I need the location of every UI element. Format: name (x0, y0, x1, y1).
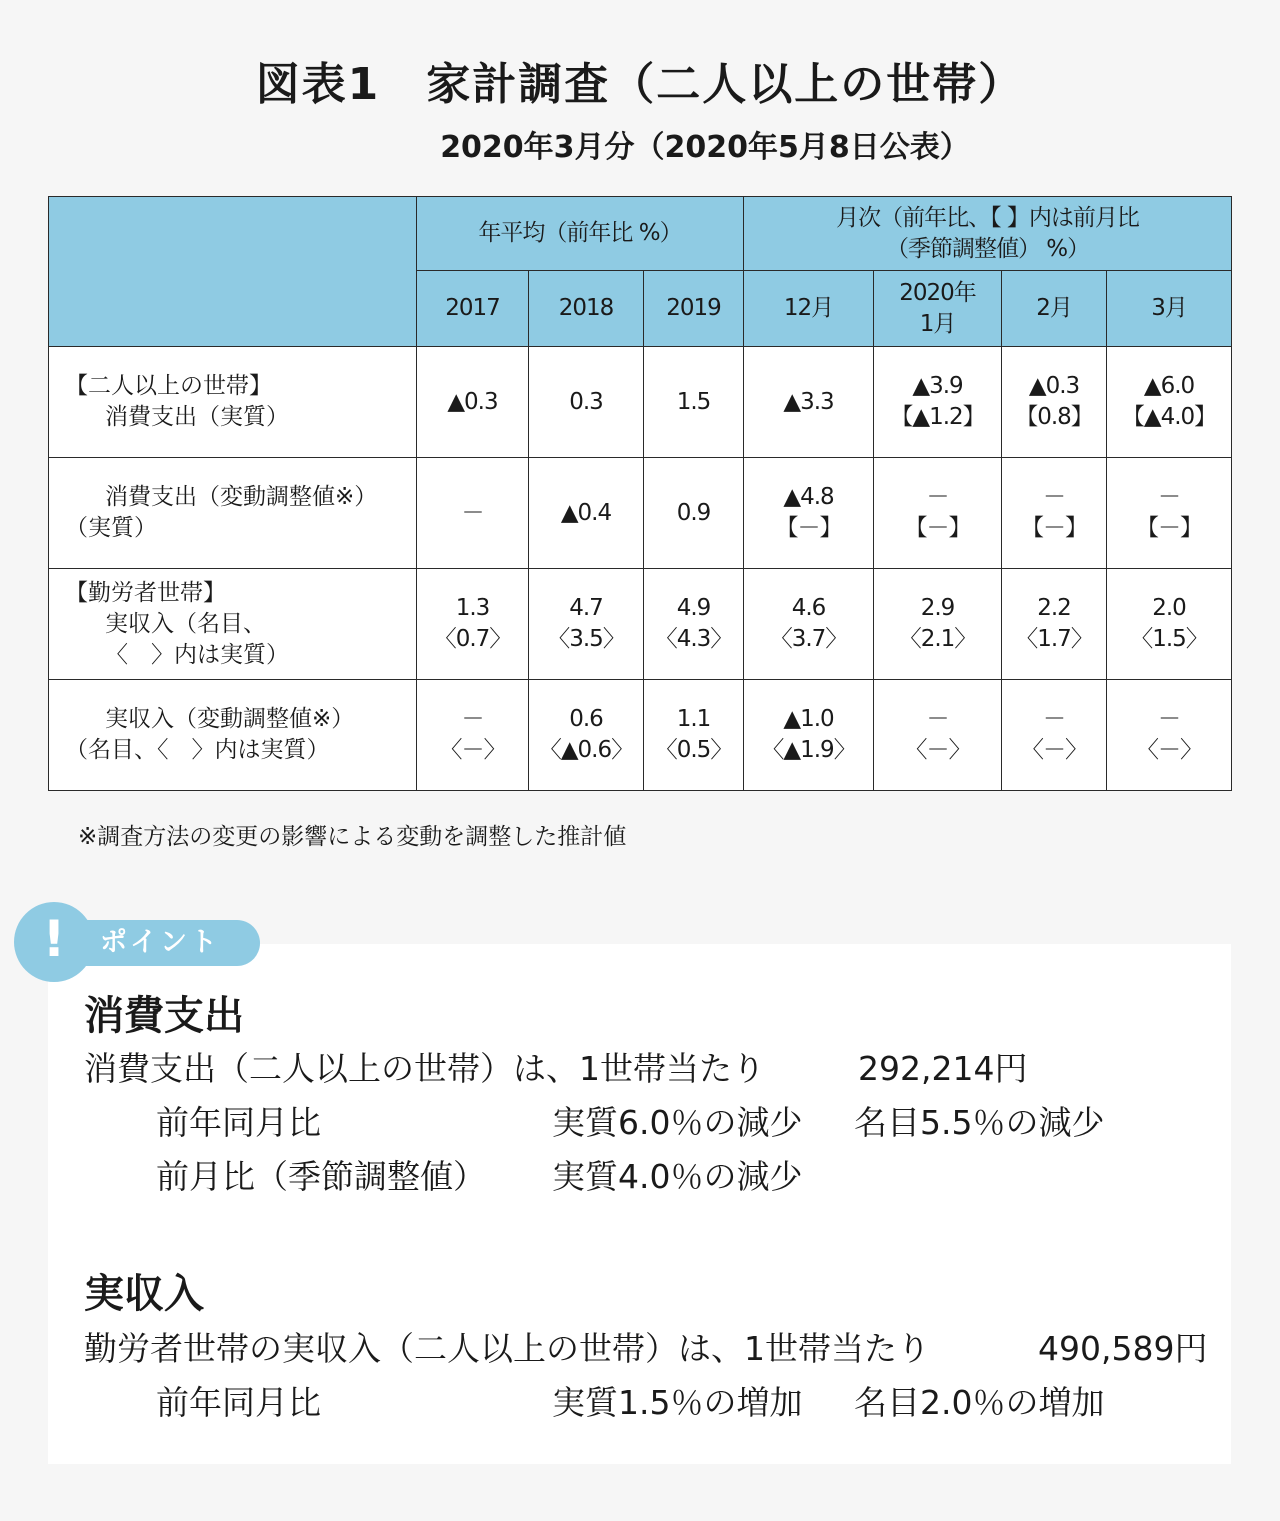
household-survey-table (48, 196, 1232, 791)
table-cell (1002, 569, 1107, 680)
table-cell (529, 569, 644, 680)
table-cell (1107, 458, 1232, 569)
table-cell (529, 680, 644, 791)
cell-subvalue: 【－】 (1136, 515, 1203, 541)
table-cell (1002, 680, 1107, 791)
cell-subvalue: 〈－〉 (904, 737, 971, 763)
header-col-2020-jan (874, 271, 1002, 347)
cell-value: － (461, 706, 484, 732)
header-col-2019: 2019 (644, 271, 744, 347)
cell-subvalue: 〈2.1〉 (898, 626, 977, 652)
table-cell (644, 569, 744, 680)
row-label (49, 347, 417, 458)
cell-subvalue: 〈－〉 (1136, 737, 1203, 763)
table-row (49, 680, 1232, 791)
table-header-row-groups (49, 197, 1232, 271)
cell-value: 4.6 (791, 595, 826, 621)
cell-value: 2.9 (920, 595, 955, 621)
cell-subvalue: 【－】 (904, 515, 971, 541)
header-col-dec: 12月 (744, 271, 874, 347)
cell-value: － (461, 499, 484, 526)
row-label-line2: 実収入（名目、 (105, 610, 266, 637)
table-cell (1107, 347, 1232, 458)
income-line2-nominal: 名目2.0％の増加 (854, 1383, 1105, 1422)
cell-subvalue: 〈0.5〉 (654, 737, 733, 763)
row-label (49, 569, 417, 680)
cell-value: － (1043, 706, 1066, 732)
header-monthly-group (744, 197, 1232, 271)
consumption-line2-nominal: 名目5.5％の減少 (854, 1103, 1105, 1142)
table-cell (417, 680, 529, 791)
cell-value: 0.9 (676, 499, 711, 526)
table-cell (417, 569, 529, 680)
table-cell (1002, 458, 1107, 569)
cell-subvalue: 【－】 (1021, 515, 1088, 541)
cell-value: 2.2 (1037, 595, 1071, 621)
cell-value: 4.7 (569, 595, 603, 621)
consumption-line2-real: 実質6.0％の減少 (552, 1103, 803, 1142)
cell-value: － (926, 706, 949, 732)
table-cell (874, 569, 1002, 680)
cell-value: － (1158, 706, 1181, 732)
cell-value: ▲0.3 (1028, 373, 1080, 399)
header-monthly-line1: 月次（前年比、【 】内は前月比 (836, 204, 1139, 231)
income-line2-label: 前年同月比 (156, 1383, 321, 1422)
table-cell (874, 458, 1002, 569)
table-cell (1107, 569, 1232, 680)
cell-value: ▲3.9 (912, 373, 963, 399)
cell-value: ▲0.4 (560, 499, 612, 526)
row-label-line1: 【二人以上の世帯】 (65, 373, 272, 399)
table-cell (529, 458, 644, 569)
table-row (49, 458, 1232, 569)
table-row (49, 347, 1232, 458)
exclamation-icon: ! (42, 910, 66, 968)
table-cell (417, 347, 529, 458)
cell-subvalue: 〈▲1.9〉 (761, 737, 856, 763)
cell-subvalue: 〈0.7〉 (433, 626, 512, 652)
cell-value: ▲6.0 (1143, 373, 1195, 399)
cell-value: － (1158, 484, 1181, 510)
header-col-2017: 2017 (417, 271, 529, 347)
table-cell (744, 680, 874, 791)
row-label-line3: 〈 〉内は実質） (105, 641, 289, 668)
cell-subvalue: 【－】 (775, 515, 842, 541)
cell-value: － (926, 484, 949, 510)
income-line1-text: 勤労者世帯の実収入（二人以上の世帯）は、1世帯当たり (84, 1329, 930, 1368)
cell-value: 2.0 (1152, 595, 1186, 621)
table-cell (744, 569, 874, 680)
row-label-line2: （名目、〈 〉内は実質） (65, 737, 330, 763)
consumption-heading: 消費支出 (84, 993, 244, 1039)
table-cell (1107, 680, 1232, 791)
consumption-line3-label: 前月比（季節調整値） (156, 1157, 486, 1196)
cell-value: 0.3 (569, 388, 603, 415)
income-heading: 実収入 (84, 1271, 204, 1317)
cell-value: 0.6 (569, 706, 603, 732)
cell-subvalue: 〈▲0.6〉 (538, 737, 634, 763)
row-label-line1: 【勤労者世帯】 (65, 579, 226, 606)
cell-value: ▲1.0 (783, 706, 834, 732)
row-label (49, 458, 417, 569)
table-cell (644, 458, 744, 569)
row-label (49, 680, 417, 791)
cell-value: － (1043, 484, 1066, 510)
header-annual-group: 年平均（前年比 %） (417, 197, 744, 271)
consumption-line2-label: 前年同月比 (156, 1103, 321, 1142)
page-title: 図表1 家計調査（二人以上の世帯） (255, 59, 1025, 110)
cell-subvalue: 【0.8】 (1015, 404, 1093, 430)
cell-subvalue: 〈1.5〉 (1130, 626, 1208, 652)
table-cell (644, 680, 744, 791)
cell-value: ▲0.3 (447, 388, 498, 415)
cell-subvalue: 〈1.7〉 (1015, 626, 1093, 652)
header-col-feb: 2月 (1002, 271, 1107, 347)
table-footnote: ※調査方法の変更の影響による変動を調整した推計値 (78, 824, 627, 850)
table-cell (874, 680, 1002, 791)
consumption-line1-value: 292,214円 (858, 1049, 1028, 1088)
table-cell (874, 347, 1002, 458)
row-label-line2: （実質） (65, 515, 157, 541)
income-line1-value: 490,589円 (1038, 1329, 1208, 1368)
table-header-corner (49, 197, 417, 347)
cell-subvalue: 【▲4.0】 (1121, 404, 1217, 430)
cell-subvalue: 〈4.3〉 (654, 626, 733, 652)
consumption-line3-real: 実質4.0％の減少 (552, 1157, 803, 1196)
row-label-line1: 消費支出（変動調整値※） (105, 484, 378, 510)
cell-subvalue: 【▲1.2】 (890, 404, 985, 430)
table-row (49, 569, 1232, 680)
cell-subvalue: 〈－〉 (1021, 737, 1088, 763)
header-col-2018: 2018 (529, 271, 644, 347)
table-cell (744, 347, 874, 458)
income-line2-real: 実質1.5％の増加 (552, 1383, 803, 1422)
page-subtitle: 2020年3月分（2020年5月8日公表） (440, 130, 970, 165)
row-label-line2: 消費支出（実質） (105, 404, 289, 430)
cell-value: 1.3 (455, 595, 490, 621)
row-label-line1: 実収入（変動調整値※） (105, 706, 355, 732)
header-col-jan: 1月 (919, 310, 956, 337)
cell-value: 1.1 (676, 706, 711, 732)
table-cell (1002, 347, 1107, 458)
cell-value: 1.5 (676, 388, 711, 415)
header-col-2020-year: 2020年 (899, 279, 976, 306)
cell-value: ▲4.8 (783, 484, 834, 510)
header-monthly-line2: （季節調整値） %） (885, 235, 1090, 262)
table-cell (529, 347, 644, 458)
consumption-line1-text: 消費支出（二人以上の世帯）は、1世帯当たり (84, 1049, 765, 1088)
point-label: ポイント (100, 927, 220, 958)
cell-value: ▲3.3 (783, 388, 834, 415)
cell-subvalue: 〈3.5〉 (547, 626, 625, 652)
table-cell (644, 347, 744, 458)
table-cell (417, 458, 529, 569)
header-col-mar: 3月 (1107, 271, 1232, 347)
cell-subvalue: 〈3.7〉 (769, 626, 848, 652)
cell-value: 4.9 (676, 595, 711, 621)
cell-subvalue: 〈－〉 (439, 737, 506, 763)
table-cell (744, 458, 874, 569)
